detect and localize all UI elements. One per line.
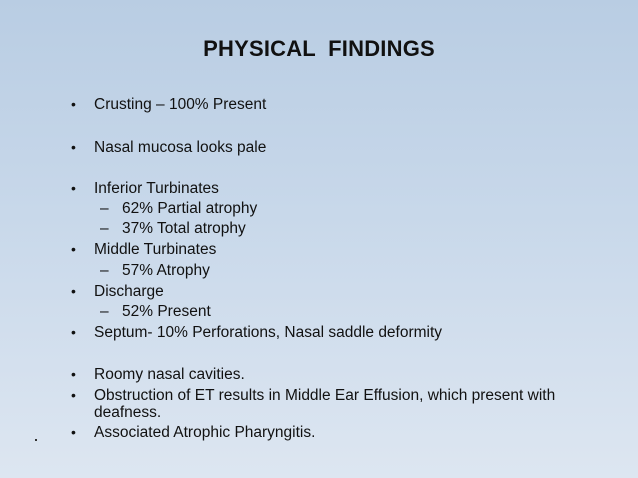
bullet-icon: •	[71, 324, 76, 340]
bullet-item	[71, 366, 594, 383]
sub-item	[100, 262, 210, 279]
sub-text: 52% Present	[122, 303, 211, 320]
slide-title: PHYSICAL FINDINGS	[203, 36, 435, 61]
bullet-text: Discharge	[94, 283, 164, 300]
bullet-item	[71, 324, 594, 341]
bullet-text: Obstruction of ET results in Middle Ear Effusion, which present with deafness.	[94, 387, 556, 421]
sub-item	[100, 200, 257, 217]
sub-text: 57% Atrophy	[122, 262, 210, 279]
bullet-icon: •	[71, 283, 76, 299]
bullet-icon: •	[71, 180, 76, 196]
bullet-item	[71, 283, 594, 300]
bullet-item	[71, 96, 594, 113]
sub-text: 62% Partial atrophy	[122, 200, 258, 217]
dash-icon: –	[100, 303, 109, 320]
dash-icon: –	[100, 262, 109, 279]
bullet-icon: •	[71, 241, 76, 257]
bullet-text: Crusting – 100% Present	[94, 96, 267, 113]
bullet-text: Inferior Turbinates	[94, 180, 219, 197]
bullet-text: Nasal mucosa looks pale	[94, 139, 267, 156]
dash-icon: –	[100, 200, 109, 217]
stray-dot	[35, 439, 37, 441]
bullet-text: Roomy nasal cavities.	[94, 366, 245, 383]
bullet-item	[71, 424, 594, 441]
sub-item	[100, 220, 246, 237]
bullet-item	[71, 139, 594, 156]
sub-text: 37% Total atrophy	[122, 220, 246, 237]
bullet-item	[71, 387, 594, 421]
bullet-icon: •	[71, 424, 76, 440]
bullet-text: Septum- 10% Perforations, Nasal saddle deformity	[94, 324, 443, 341]
bullet-text: Associated Atrophic Pharyngitis.	[94, 424, 316, 441]
bullet-item	[71, 180, 594, 197]
sub-item	[100, 303, 211, 320]
bullet-icon: •	[71, 366, 76, 382]
bullet-text: Middle Turbinates	[94, 241, 217, 258]
bullet-icon: •	[71, 387, 76, 403]
bullet-item	[71, 241, 594, 258]
bullet-icon: •	[71, 139, 76, 155]
bullet-icon: •	[71, 96, 76, 112]
dash-icon: –	[100, 220, 109, 237]
